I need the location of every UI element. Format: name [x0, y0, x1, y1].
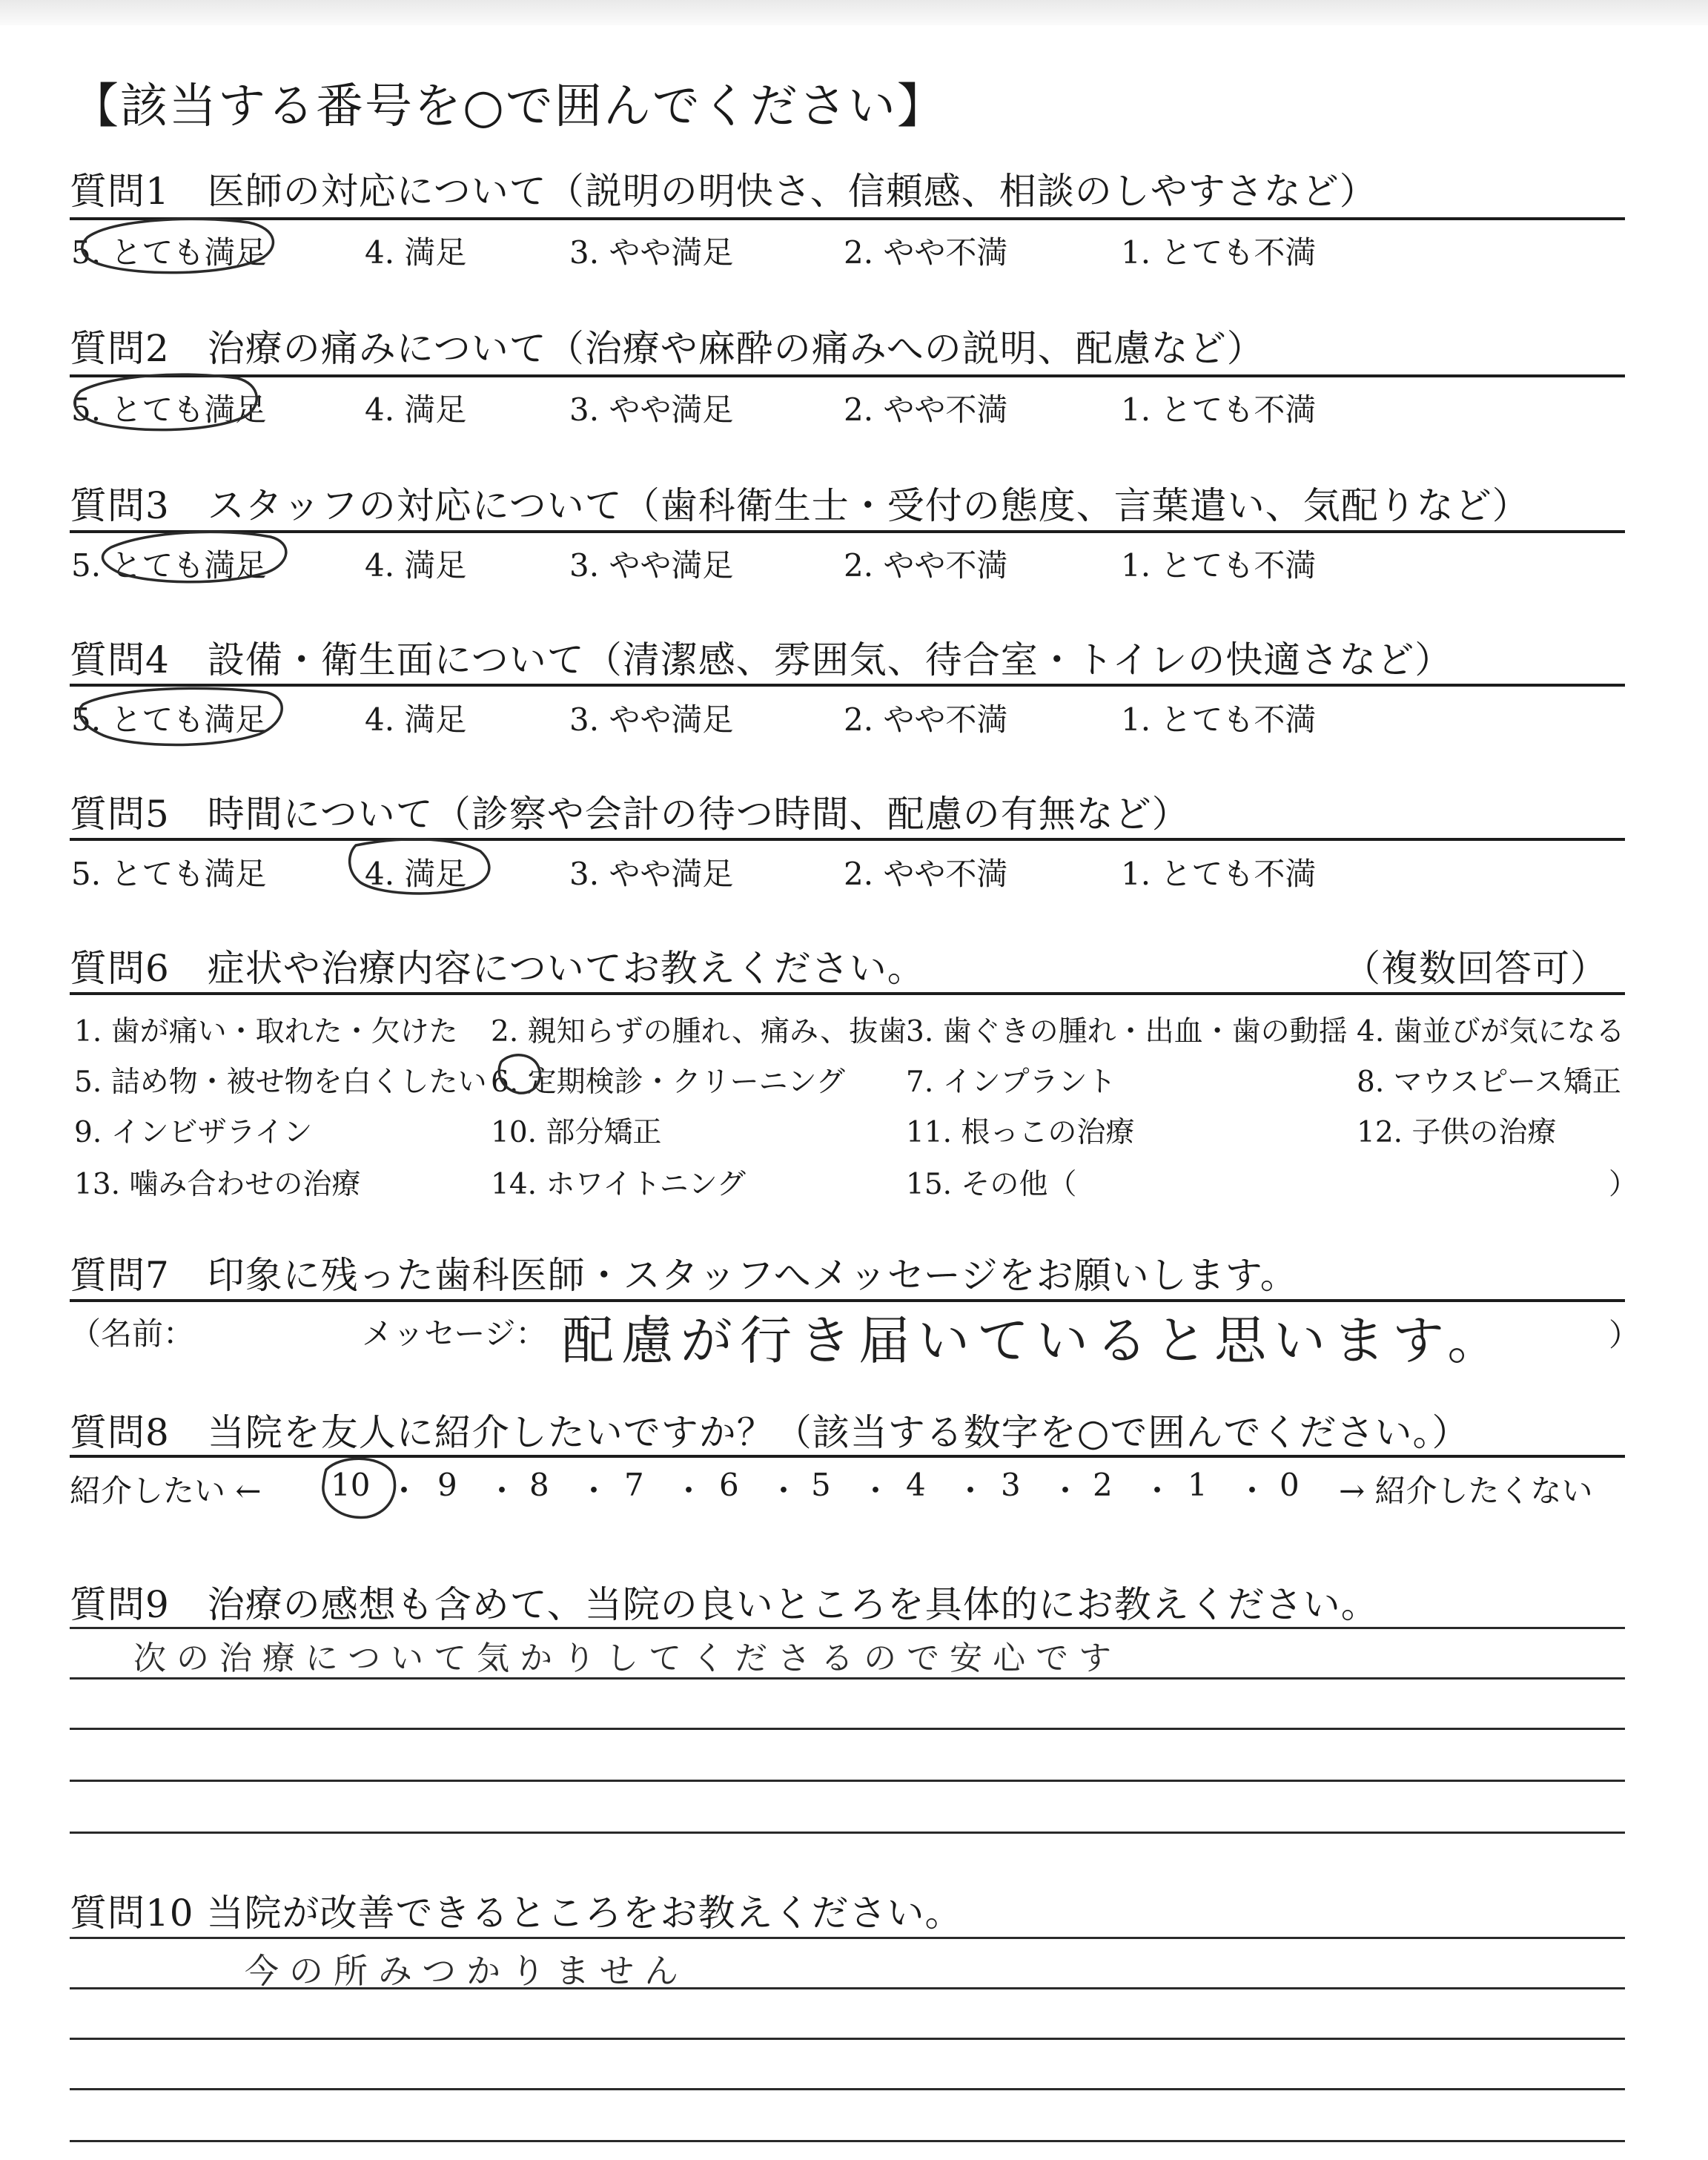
q10-line-4 — [70, 2088, 1625, 2090]
q6-item-4[interactable]: 4. 歯並びが気になる — [1357, 1015, 1625, 1048]
q6-item-14[interactable]: 14. ホワイトニング — [491, 1168, 746, 1201]
q8-num-7[interactable]: 7 — [624, 1467, 644, 1503]
q3-title: 質問3 スタッフの対応について（歯科衛生士・受付の態度、言葉遣い、気配りなど） — [70, 484, 1530, 527]
q3-opt3[interactable]: 3. やや満足 — [569, 547, 734, 584]
q5-opt1[interactable]: 1. とても不満 — [1121, 856, 1317, 892]
q6-item-2[interactable]: 2. 親知らずの腫れ、痛み、抜歯 — [491, 1015, 907, 1048]
q3-rule — [70, 530, 1625, 533]
q2-opt5[interactable]: 5. とても満足 — [71, 392, 267, 428]
q8-sep-8: ・ — [1050, 1473, 1082, 1509]
q2-rule — [70, 374, 1625, 377]
q6-item-12[interactable]: 12. 子供の治療 — [1357, 1116, 1557, 1149]
q9-line-3 — [70, 1728, 1625, 1730]
q4-opt5[interactable]: 5. とても満足 — [71, 701, 267, 738]
q5-title: 質問5 時間について（診察や会計の待つ時間、配慮の有無など） — [70, 793, 1190, 836]
q4-opt4[interactable]: 4. 満足 — [365, 701, 467, 738]
q4-opt3[interactable]: 3. やや満足 — [569, 701, 734, 738]
q9-handwritten-answer[interactable]: 次の治療について気かりしてくださるので安心です — [133, 1639, 1122, 1677]
q4-opt2[interactable]: 2. やや不満 — [844, 701, 1008, 738]
q3-opt5[interactable]: 5. とても満足 — [71, 547, 267, 584]
q2-title: 質問2 治療の痛みについて（治療や麻酔の痛みへの説明、配慮など） — [70, 327, 1265, 370]
q6-item-8[interactable]: 8. マウスピース矯正 — [1357, 1066, 1621, 1099]
q9-line-1 — [70, 1627, 1625, 1629]
q7-handwritten-message[interactable]: 配慮が行き届いていると思います。 — [562, 1310, 1507, 1371]
q8-num-3[interactable]: 3 — [1001, 1467, 1021, 1503]
q9-title: 質問9 治療の感想も含めて、当院の良いところを具体的にお教えください。 — [70, 1583, 1379, 1626]
q1-opt4[interactable]: 4. 満足 — [365, 234, 467, 271]
q8-num-8[interactable]: 8 — [529, 1467, 549, 1503]
q2-opt2[interactable]: 2. やや不満 — [844, 392, 1008, 428]
q6-item-15[interactable]: 15. その他（ — [906, 1168, 1077, 1201]
q9-line-5 — [70, 1832, 1625, 1834]
q7-name-label: （名前： — [70, 1315, 195, 1352]
q8-num-6[interactable]: 6 — [719, 1467, 739, 1503]
q10-line-1 — [70, 1937, 1625, 1939]
q10-line-3 — [70, 2038, 1625, 2040]
q7-message-label: メッセージ： — [362, 1315, 547, 1352]
q6-rule — [70, 992, 1625, 995]
q7-close-paren: ） — [1609, 1317, 1641, 1353]
q10-line-5 — [70, 2140, 1625, 2142]
q8-left-label: 紹介したい ← — [70, 1473, 262, 1509]
q4-title: 質問4 設備・衛生面について（清潔感、雰囲気、待合室・トイレの快適さなど） — [70, 638, 1453, 681]
q7-title: 質問7 印象に残った歯科医師・スタッフへメッセージをお願いします。 — [70, 1254, 1298, 1297]
q8-sep-6: ・ — [860, 1473, 892, 1509]
q6-note: （複数回答可） — [1343, 947, 1608, 990]
q4-opt1[interactable]: 1. とても不満 — [1121, 701, 1317, 738]
q8-num-0[interactable]: 0 — [1280, 1467, 1300, 1503]
q3-opt1[interactable]: 1. とても不満 — [1121, 547, 1317, 584]
q6-item-13[interactable]: 13. 噛み合わせの治療 — [74, 1168, 361, 1201]
q10-handwritten-answer[interactable]: 今の所みつかりません — [245, 1951, 689, 1991]
q6-title: 質問6 症状や治療内容についてお教えください。 — [70, 947, 925, 990]
q1-title: 質問1 医師の対応について（説明の明快さ、信頼感、相談のしやすさなど） — [70, 170, 1377, 213]
q4-rule — [70, 684, 1625, 687]
q8-num-1[interactable]: 1 — [1188, 1467, 1208, 1503]
q1-rule — [70, 217, 1625, 220]
q8-sep-7: ・ — [955, 1473, 987, 1509]
q6-item-7[interactable]: 7. インプラント — [906, 1066, 1116, 1099]
q9-line-4 — [70, 1780, 1625, 1782]
q8-sep-5: ・ — [768, 1473, 800, 1509]
q1-opt1[interactable]: 1. とても不満 — [1121, 234, 1317, 271]
q8-sep-1: ・ — [388, 1473, 420, 1509]
q8-num-10[interactable]: 10 — [331, 1467, 371, 1503]
q6-item-6[interactable]: 6. 定期検診・クリーニング — [491, 1066, 845, 1099]
q6-item-5[interactable]: 5. 詰め物・被せ物を白くしたい — [74, 1066, 487, 1099]
q8-sep-2: ・ — [486, 1473, 518, 1509]
q6-other-close: ） — [1609, 1168, 1638, 1201]
q8-num-4[interactable]: 4 — [906, 1467, 926, 1503]
q5-opt5[interactable]: 5. とても満足 — [71, 856, 267, 892]
page-header: 【該当する番号を○で囲んでください】 — [71, 79, 946, 134]
q6-item-3[interactable]: 3. 歯ぐきの腫れ・出血・歯の動揺 — [906, 1015, 1348, 1048]
scan-top-edge — [0, 0, 1708, 25]
q8-sep-9: ・ — [1142, 1473, 1174, 1509]
q8-rule — [70, 1455, 1625, 1458]
q5-opt3[interactable]: 3. やや満足 — [569, 856, 734, 892]
q8-num-2[interactable]: 2 — [1093, 1467, 1113, 1503]
q10-title: 質問10 当院が改善できるところをお教えください。 — [70, 1892, 963, 1935]
q8-right-label: → 紹介したくない — [1339, 1473, 1593, 1509]
q2-opt3[interactable]: 3. やや満足 — [569, 392, 734, 428]
q2-opt4[interactable]: 4. 満足 — [365, 392, 467, 428]
q1-opt5[interactable]: 5. とても満足 — [71, 234, 267, 271]
q5-opt2[interactable]: 2. やや不満 — [844, 856, 1008, 892]
q6-item-10[interactable]: 10. 部分矯正 — [491, 1116, 662, 1149]
q6-item-1[interactable]: 1. 歯が痛い・取れた・欠けた — [74, 1015, 458, 1048]
q8-sep-3: ・ — [578, 1473, 610, 1509]
q6-item-9[interactable]: 9. インビザライン — [74, 1116, 313, 1149]
q5-opt4[interactable]: 4. 満足 — [365, 856, 467, 892]
q5-rule — [70, 838, 1625, 841]
q3-opt4[interactable]: 4. 満足 — [365, 547, 467, 584]
q6-item-11[interactable]: 11. 根っこの治療 — [906, 1116, 1135, 1149]
q8-sep-4: ・ — [673, 1473, 705, 1509]
q3-opt2[interactable]: 2. やや不満 — [844, 547, 1008, 584]
q1-opt3[interactable]: 3. やや満足 — [569, 234, 734, 271]
q8-title: 質問8 当院を友人に紹介したいですか？（該当する数字を○で囲んでください。） — [70, 1411, 1470, 1454]
q8-num-5[interactable]: 5 — [811, 1467, 831, 1503]
q8-num-9[interactable]: 9 — [437, 1467, 457, 1503]
q1-opt2[interactable]: 2. やや不満 — [844, 234, 1008, 271]
q2-opt1[interactable]: 1. とても不満 — [1121, 392, 1317, 428]
q8-sep-10: ・ — [1237, 1473, 1268, 1509]
